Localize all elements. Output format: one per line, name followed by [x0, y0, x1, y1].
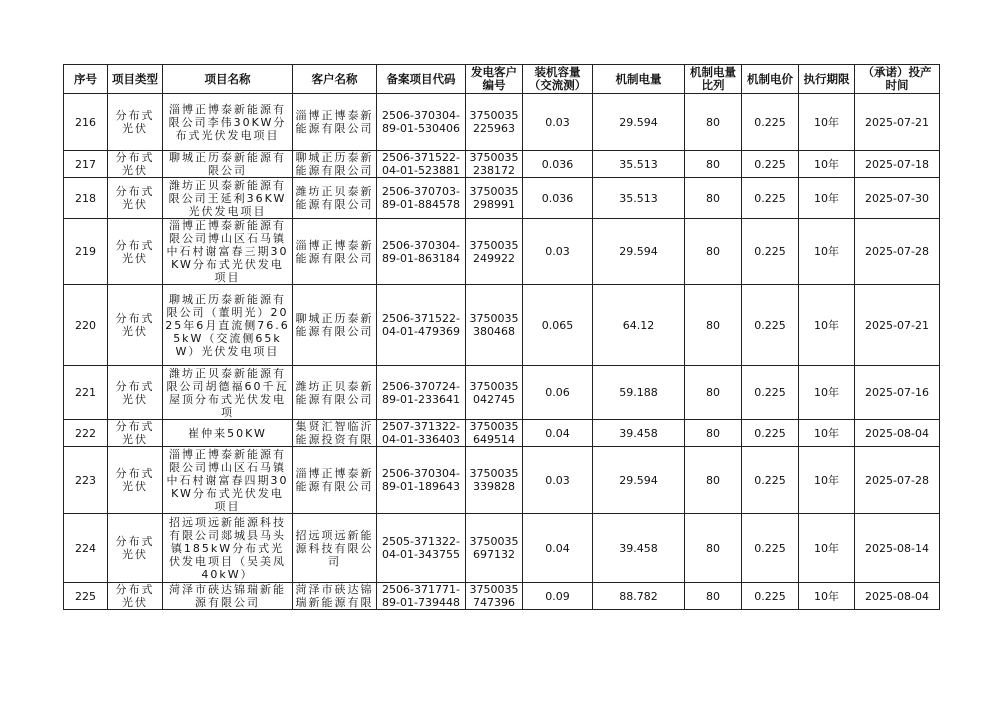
header-cell-capacity: 装机容量（交流测） [523, 65, 593, 94]
table-row [64, 514, 940, 583]
cell-type: 分布式光伏 [108, 420, 163, 447]
cell-type: 分布式光伏 [108, 366, 163, 420]
cell-customer-number: 3750035747396 [466, 583, 523, 610]
cell-index: 222 [64, 420, 108, 447]
cell-capacity: 0.036 [523, 151, 593, 178]
cell-customer-number: 3750035225963 [466, 94, 523, 151]
cell-commission-date: 2025-07-28 [855, 219, 940, 285]
cell-type: 分布式光伏 [108, 94, 163, 151]
cell-mechanism-energy: 59.188 [593, 366, 685, 420]
cell-filing-code: 2506-370304-89-01-189643 [377, 447, 466, 514]
table-body [64, 94, 940, 610]
cell-mechanism-price: 0.225 [742, 219, 799, 285]
cell-mechanism-energy: 64.12 [593, 285, 685, 366]
header-cell-project-name: 项目名称 [163, 65, 293, 94]
cell-mechanism-energy: 29.594 [593, 219, 685, 285]
cell-energy-ratio: 80 [685, 285, 742, 366]
cell-index: 224 [64, 514, 108, 583]
header-cell-customer-number: 发电客户编号 [466, 65, 523, 94]
table-header-row [64, 65, 940, 94]
cell-mechanism-price: 0.225 [742, 447, 799, 514]
cell-customer-number: 3750035697132 [466, 514, 523, 583]
header-cell-term: 执行期限 [799, 65, 855, 94]
cell-capacity: 0.036 [523, 178, 593, 219]
cell-filing-code: 2506-370724-89-01-233641 [377, 366, 466, 420]
header-cell-filing-code: 备案项目代码 [377, 65, 466, 94]
header-cell-customer-name: 客户名称 [293, 65, 377, 94]
cell-term: 10年 [799, 514, 855, 583]
cell-commission-date: 2025-07-16 [855, 366, 940, 420]
table-row [64, 583, 940, 610]
header-cell-index: 序号 [64, 65, 108, 94]
cell-project-name: 潍坊正贝泰新能源有限公司王延利36KW光伏发电项目 [163, 178, 293, 219]
table-row [64, 447, 940, 514]
cell-type: 分布式光伏 [108, 151, 163, 178]
cell-type: 分布式光伏 [108, 219, 163, 285]
cell-index: 217 [64, 151, 108, 178]
header-cell-mechanism-energy: 机制电量 [593, 65, 685, 94]
cell-energy-ratio: 80 [685, 151, 742, 178]
cell-customer-name: 淄博正博泰新能源有限公司 [293, 94, 377, 151]
cell-commission-date: 2025-07-21 [855, 94, 940, 151]
cell-energy-ratio: 80 [685, 583, 742, 610]
cell-commission-date: 2025-07-30 [855, 178, 940, 219]
cell-capacity: 0.065 [523, 285, 593, 366]
cell-energy-ratio: 80 [685, 420, 742, 447]
cell-filing-code: 2506-371522-04-01-523881 [377, 151, 466, 178]
cell-energy-ratio: 80 [685, 447, 742, 514]
table-row [64, 366, 940, 420]
cell-filing-code: 2506-370304-89-01-530406 [377, 94, 466, 151]
cell-filing-code: 2506-370703-89-01-884578 [377, 178, 466, 219]
cell-customer-number: 3750035649514 [466, 420, 523, 447]
cell-index: 219 [64, 219, 108, 285]
cell-project-name: 聊城正历泰新能源有限公司 [163, 151, 293, 178]
cell-mechanism-price: 0.225 [742, 178, 799, 219]
cell-customer-number: 3750035249922 [466, 219, 523, 285]
cell-index: 225 [64, 583, 108, 610]
cell-project-name: 菏泽市硖达锦瑞新能源有限公司 [163, 583, 293, 610]
cell-customer-name: 招远项远新能源科技有限公司 [293, 514, 377, 583]
cell-capacity: 0.06 [523, 366, 593, 420]
cell-filing-code: 2506-371771-89-01-739448 [377, 583, 466, 610]
cell-project-name: 潍坊正贝泰新能源有限公司胡德福60千瓦屋顶分布式光伏发电项 [163, 366, 293, 420]
table-row [64, 285, 940, 366]
cell-type: 分布式光伏 [108, 285, 163, 366]
cell-mechanism-energy: 39.458 [593, 514, 685, 583]
header-cell-type: 项目类型 [108, 65, 163, 94]
table-row [64, 178, 940, 219]
cell-energy-ratio: 80 [685, 178, 742, 219]
cell-mechanism-energy: 35.513 [593, 151, 685, 178]
project-table [63, 64, 940, 610]
cell-term: 10年 [799, 583, 855, 610]
table-row [64, 420, 940, 447]
cell-customer-name: 聊城正历泰新能源有限公司 [293, 151, 377, 178]
header-cell-commission-date: （承诺）投产时间 [855, 65, 940, 94]
cell-type: 分布式光伏 [108, 447, 163, 514]
header-cell-energy-ratio: 机制电量比列 [685, 65, 742, 94]
cell-mechanism-price: 0.225 [742, 366, 799, 420]
cell-customer-name: 集贤汇智临沂能源投资有限 [293, 420, 377, 447]
cell-filing-code: 2505-371322-04-01-343755 [377, 514, 466, 583]
cell-commission-date: 2025-07-28 [855, 447, 940, 514]
cell-project-name: 淄博正博泰新能源有限公司博山区石马镇中石村谢富春三期30KW分布式光伏发电项目 [163, 219, 293, 285]
cell-type: 分布式光伏 [108, 178, 163, 219]
cell-term: 10年 [799, 178, 855, 219]
cell-project-name: 淄博正博泰新能源有限公司李伟30KW分布式光伏发电项目 [163, 94, 293, 151]
cell-index: 223 [64, 447, 108, 514]
cell-filing-code: 2506-370304-89-01-863184 [377, 219, 466, 285]
cell-term: 10年 [799, 447, 855, 514]
cell-customer-name: 潍坊正贝泰新能源有限公司 [293, 178, 377, 219]
cell-energy-ratio: 80 [685, 94, 742, 151]
cell-customer-name: 菏泽市硖达锦瑞新能源有限 [293, 583, 377, 610]
cell-commission-date: 2025-08-14 [855, 514, 940, 583]
cell-capacity: 0.04 [523, 420, 593, 447]
cell-commission-date: 2025-07-21 [855, 285, 940, 366]
cell-project-name: 聊城正历泰新能源有限公司（董明光）2025年6月直流侧76.65kW（交流侧65kW）光伏发电项目 [163, 285, 293, 366]
cell-capacity: 0.09 [523, 583, 593, 610]
cell-index: 218 [64, 178, 108, 219]
cell-mechanism-price: 0.225 [742, 151, 799, 178]
cell-commission-date: 2025-07-18 [855, 151, 940, 178]
cell-term: 10年 [799, 151, 855, 178]
cell-project-name: 崔仲来50KW [163, 420, 293, 447]
cell-mechanism-price: 0.225 [742, 583, 799, 610]
cell-mechanism-energy: 35.513 [593, 178, 685, 219]
cell-mechanism-energy: 29.594 [593, 447, 685, 514]
cell-filing-code: 2507-371322-04-01-336403 [377, 420, 466, 447]
cell-customer-number: 3750035238172 [466, 151, 523, 178]
cell-customer-name: 聊城正历泰新能源有限公司 [293, 285, 377, 366]
cell-capacity: 0.03 [523, 94, 593, 151]
cell-energy-ratio: 80 [685, 366, 742, 420]
cell-capacity: 0.03 [523, 447, 593, 514]
cell-energy-ratio: 80 [685, 514, 742, 583]
cell-type: 分布式光伏 [108, 514, 163, 583]
cell-index: 221 [64, 366, 108, 420]
table-row [64, 94, 940, 151]
cell-commission-date: 2025-08-04 [855, 420, 940, 447]
cell-filing-code: 2506-371522-04-01-479369 [377, 285, 466, 366]
cell-customer-number: 3750035380468 [466, 285, 523, 366]
cell-type: 分布式光伏 [108, 583, 163, 610]
cell-commission-date: 2025-08-04 [855, 583, 940, 610]
cell-customer-number: 3750035298991 [466, 178, 523, 219]
table-row [64, 151, 940, 178]
cell-mechanism-price: 0.225 [742, 94, 799, 151]
cell-mechanism-price: 0.225 [742, 285, 799, 366]
cell-mechanism-price: 0.225 [742, 420, 799, 447]
cell-mechanism-energy: 29.594 [593, 94, 685, 151]
cell-term: 10年 [799, 219, 855, 285]
cell-term: 10年 [799, 285, 855, 366]
cell-energy-ratio: 80 [685, 219, 742, 285]
cell-customer-name: 淄博正博泰新能源有限公司 [293, 447, 377, 514]
cell-customer-number: 3750035042745 [466, 366, 523, 420]
cell-index: 216 [64, 94, 108, 151]
cell-capacity: 0.04 [523, 514, 593, 583]
cell-customer-number: 3750035339828 [466, 447, 523, 514]
cell-mechanism-energy: 39.458 [593, 420, 685, 447]
header-cell-mechanism-price: 机制电价 [742, 65, 799, 94]
cell-capacity: 0.03 [523, 219, 593, 285]
cell-term: 10年 [799, 420, 855, 447]
cell-project-name: 淄博正博泰新能源有限公司博山区石马镇中石村谢富春四期30KW分布式光伏发电项目 [163, 447, 293, 514]
table-row [64, 219, 940, 285]
cell-customer-name: 潍坊正贝泰新能源有限公司 [293, 366, 377, 420]
cell-index: 220 [64, 285, 108, 366]
cell-mechanism-energy: 88.782 [593, 583, 685, 610]
cell-customer-name: 淄博正博泰新能源有限公司 [293, 219, 377, 285]
cell-mechanism-price: 0.225 [742, 514, 799, 583]
cell-term: 10年 [799, 94, 855, 151]
cell-project-name: 招远项远新能源科技有限公司郯城县马头镇185kW分布式光伏发电项目（吴美凤40kW） [163, 514, 293, 583]
cell-term: 10年 [799, 366, 855, 420]
